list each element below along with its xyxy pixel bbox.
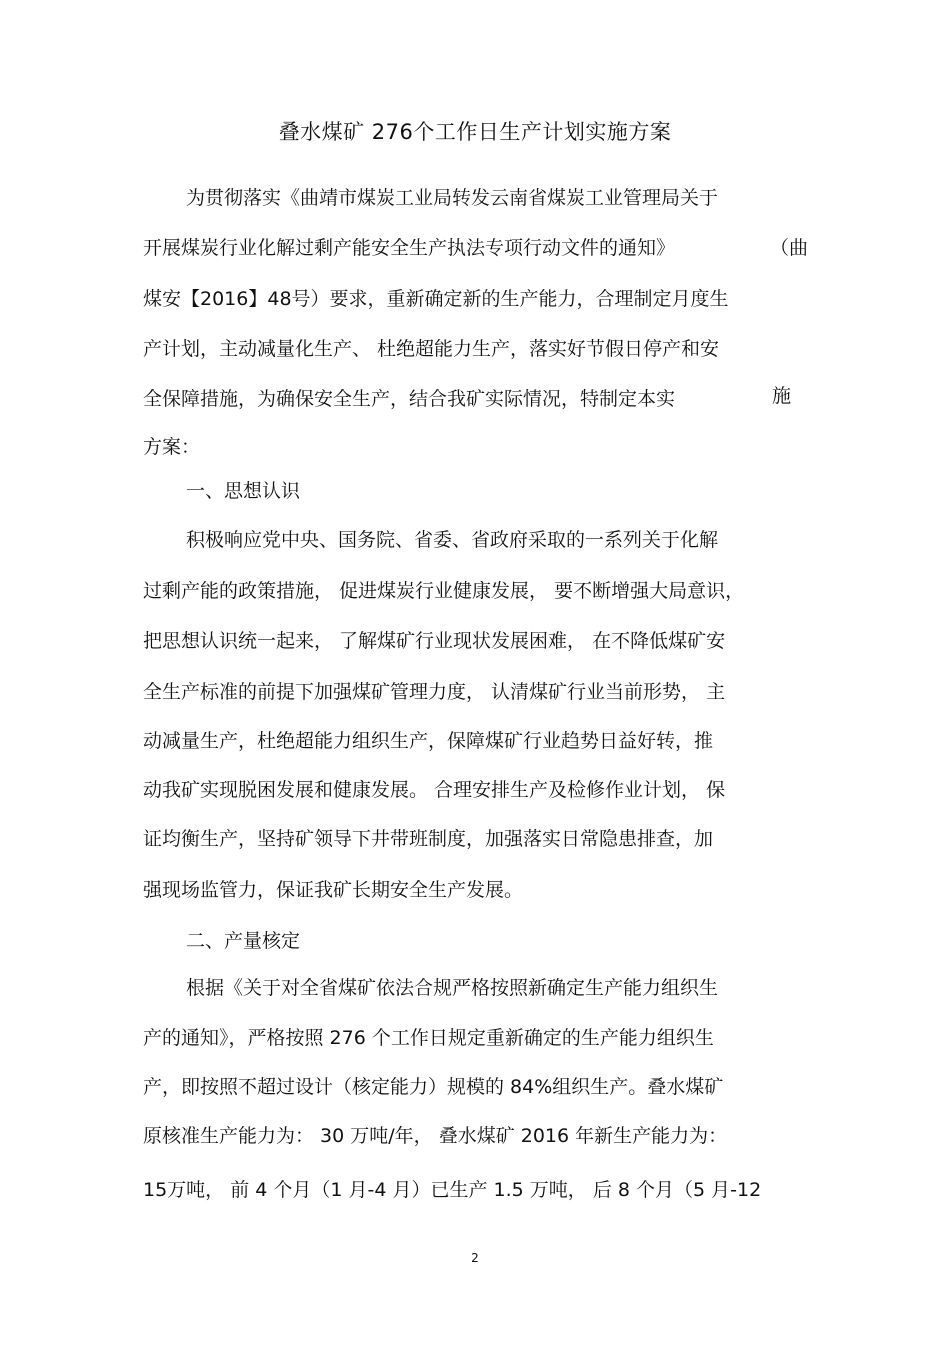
section2-line: 产的通知》，严格按照 276 个工作日规定重新确定的生产能力组织生: [143, 1027, 714, 1049]
intro-line: 施: [772, 385, 792, 407]
intro-line: （曲: [770, 237, 809, 259]
page-number: 2: [471, 1251, 479, 1265]
section1-line: 证均衡生产，坚持矿领导下井带班制度，加强落实日常隐患排查，加: [143, 828, 714, 850]
section1-line: 强现场监管力，保证我矿长期安全生产发展。: [143, 879, 524, 901]
intro-line: 开展煤炭行业化解过剩产能安全生产执法专项行动文件的通知》: [143, 237, 676, 259]
section1-line: 把思想认识统一起来， 了解煤矿行业现状发展困难， 在不降低煤矿安: [143, 630, 726, 652]
section-heading-2: 二、产量核定: [186, 930, 301, 952]
intro-line: 方案：: [143, 436, 201, 458]
section1-line: 动减量生产，杜绝超能力组织生产，保障煤矿行业趋势日益好转，推: [143, 730, 714, 752]
intro-line: 全保障措施，为确保安全生产，结合我矿实际情况，特制定本实: [143, 388, 676, 410]
section2-line: 根据《关于对全省煤矿依法合规严格按照新确定生产能力组织生: [186, 977, 719, 999]
intro-line: 为贯彻落实《曲靖市煤炭工业局转发云南省煤炭工业管理局关于: [186, 187, 719, 209]
section1-line: 过剩产能的政策措施， 促进煤炭行业健康发展， 要不断增强大局意识，: [143, 580, 745, 602]
section2-line: 15万吨， 前 4 个月（1 月-4 月）已生产 1.5 万吨， 后 8 个月（5 月-12: [143, 1179, 762, 1201]
document-title: 叠水煤矿 276个工作日生产计划实施方案: [278, 120, 672, 144]
section2-line: 原核准生产能力为： 30 万吨/年， 叠水煤矿 2016 年新生产能力为：: [143, 1125, 728, 1147]
section2-line: 产，即按照不超过设计（核定能力）规模的 84%组织生产。叠水煤矿: [143, 1076, 724, 1098]
section-heading-1: 一、思想认识: [186, 480, 301, 502]
intro-line: 煤安【2016】48号）要求，重新确定新的生产能力，合理制定月度生: [143, 288, 729, 310]
section1-line: 动我矿实现脱困发展和健康发展。 合理安排生产及检修作业计划， 保: [143, 779, 726, 801]
section1-line: 全生产标准的前提下加强煤矿管理力度， 认清煤矿行业当前形势， 主: [143, 681, 726, 703]
section1-line: 积极响应党中央、国务院、省委、省政府采取的一系列关于化解: [186, 529, 719, 551]
intro-line: 产计划，主动减量化生产、 杜绝超能力生产，落实好节假日停产和安: [143, 338, 720, 360]
